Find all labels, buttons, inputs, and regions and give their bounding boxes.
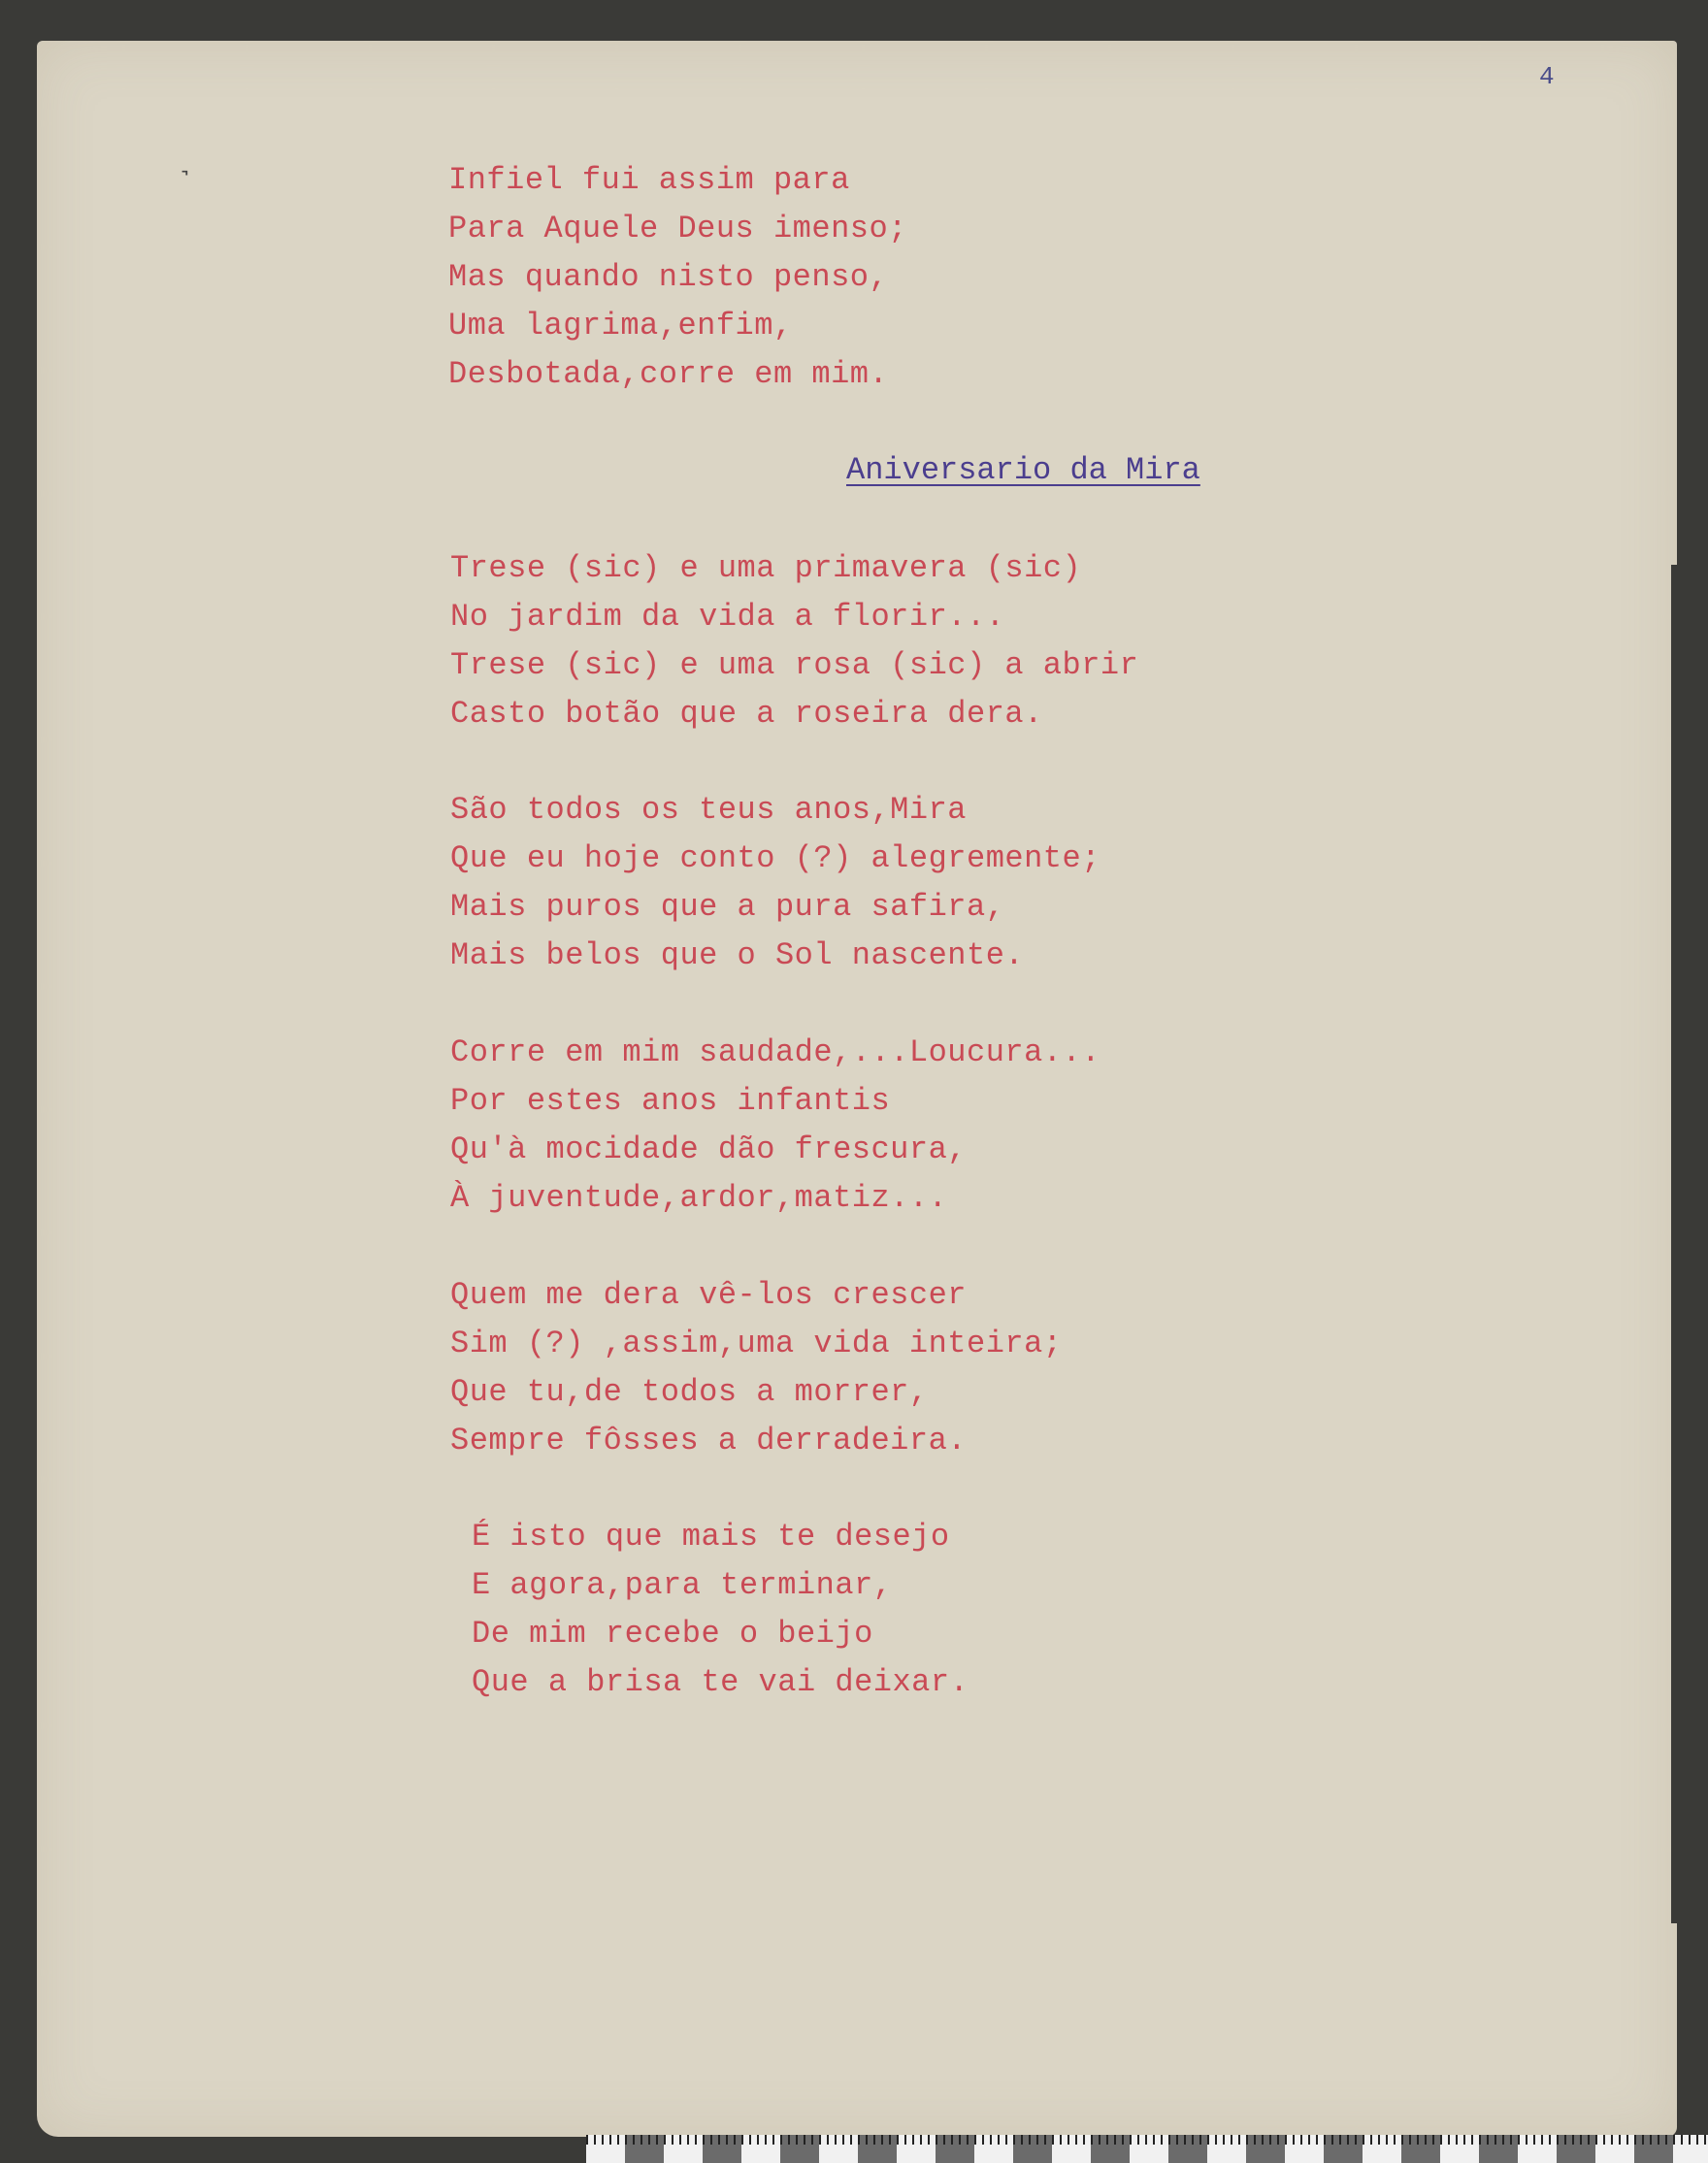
intro-line-5: Desbotada,corre em mim. bbox=[448, 356, 889, 392]
stanza-5-line-3: De mim recebe o beijo bbox=[472, 1616, 873, 1652]
stanza-5-line-1: É isto que mais te desejo bbox=[472, 1519, 950, 1555]
stanza-2-line-4: Mais belos que o Sol nascente. bbox=[450, 937, 1025, 973]
page-number: 4 bbox=[1539, 62, 1555, 91]
stanza-4-line-3: Que tu,de todos a morrer, bbox=[450, 1374, 929, 1410]
stanza-5-line-4: Que a brisa te vai deixar. bbox=[472, 1664, 969, 1700]
intro-line-4: Uma lagrima,enfim, bbox=[448, 308, 793, 344]
stanza-3-line-2: Por estes anos infantis bbox=[450, 1083, 891, 1119]
document-page bbox=[37, 41, 1677, 2137]
stanza-4-line-2: Sim (?) ,assim,uma vida inteira; bbox=[450, 1326, 1063, 1361]
stanza-4-line-1: Quem me dera vê-los crescer bbox=[450, 1277, 967, 1313]
poem-title: Aniversario da Mira bbox=[846, 452, 1200, 488]
stanza-3-line-3: Qu'à mocidade dão frescura, bbox=[450, 1131, 967, 1167]
stanza-4-line-4: Sempre fôsses a derradeira. bbox=[450, 1423, 967, 1458]
intro-line-3: Mas quando nisto penso, bbox=[448, 259, 889, 295]
stanza-1-line-1: Trese (sic) e uma primavera (sic) bbox=[450, 550, 1082, 586]
stanza-3-line-1: Corre em mim saudade,...Loucura... bbox=[450, 1034, 1100, 1070]
stanza-5-line-2: E agora,para terminar, bbox=[472, 1567, 893, 1603]
stanza-1-line-4: Casto botão que a roseira dera. bbox=[450, 696, 1043, 732]
stanza-1-line-3: Trese (sic) e uma rosa (sic) a abrir bbox=[450, 647, 1139, 683]
stanza-2-line-1: São todos os teus anos,Mira bbox=[450, 792, 967, 828]
scale-ruler-ticks bbox=[586, 2135, 1708, 2145]
intro-line-2: Para Aquele Deus imenso; bbox=[448, 211, 907, 246]
ink-mark: ˺ bbox=[177, 169, 193, 199]
stanza-2-line-3: Mais puros que a pura safira, bbox=[450, 889, 1005, 925]
stanza-1-line-2: No jardim da vida a florir... bbox=[450, 599, 1005, 635]
stanza-3-line-4: À juventude,ardor,matiz... bbox=[450, 1180, 948, 1216]
page-edge-cutout bbox=[1671, 565, 1692, 1923]
intro-line-1: Infiel fui assim para bbox=[448, 162, 850, 198]
stanza-2-line-2: Que eu hoje conto (?) alegremente; bbox=[450, 840, 1100, 876]
